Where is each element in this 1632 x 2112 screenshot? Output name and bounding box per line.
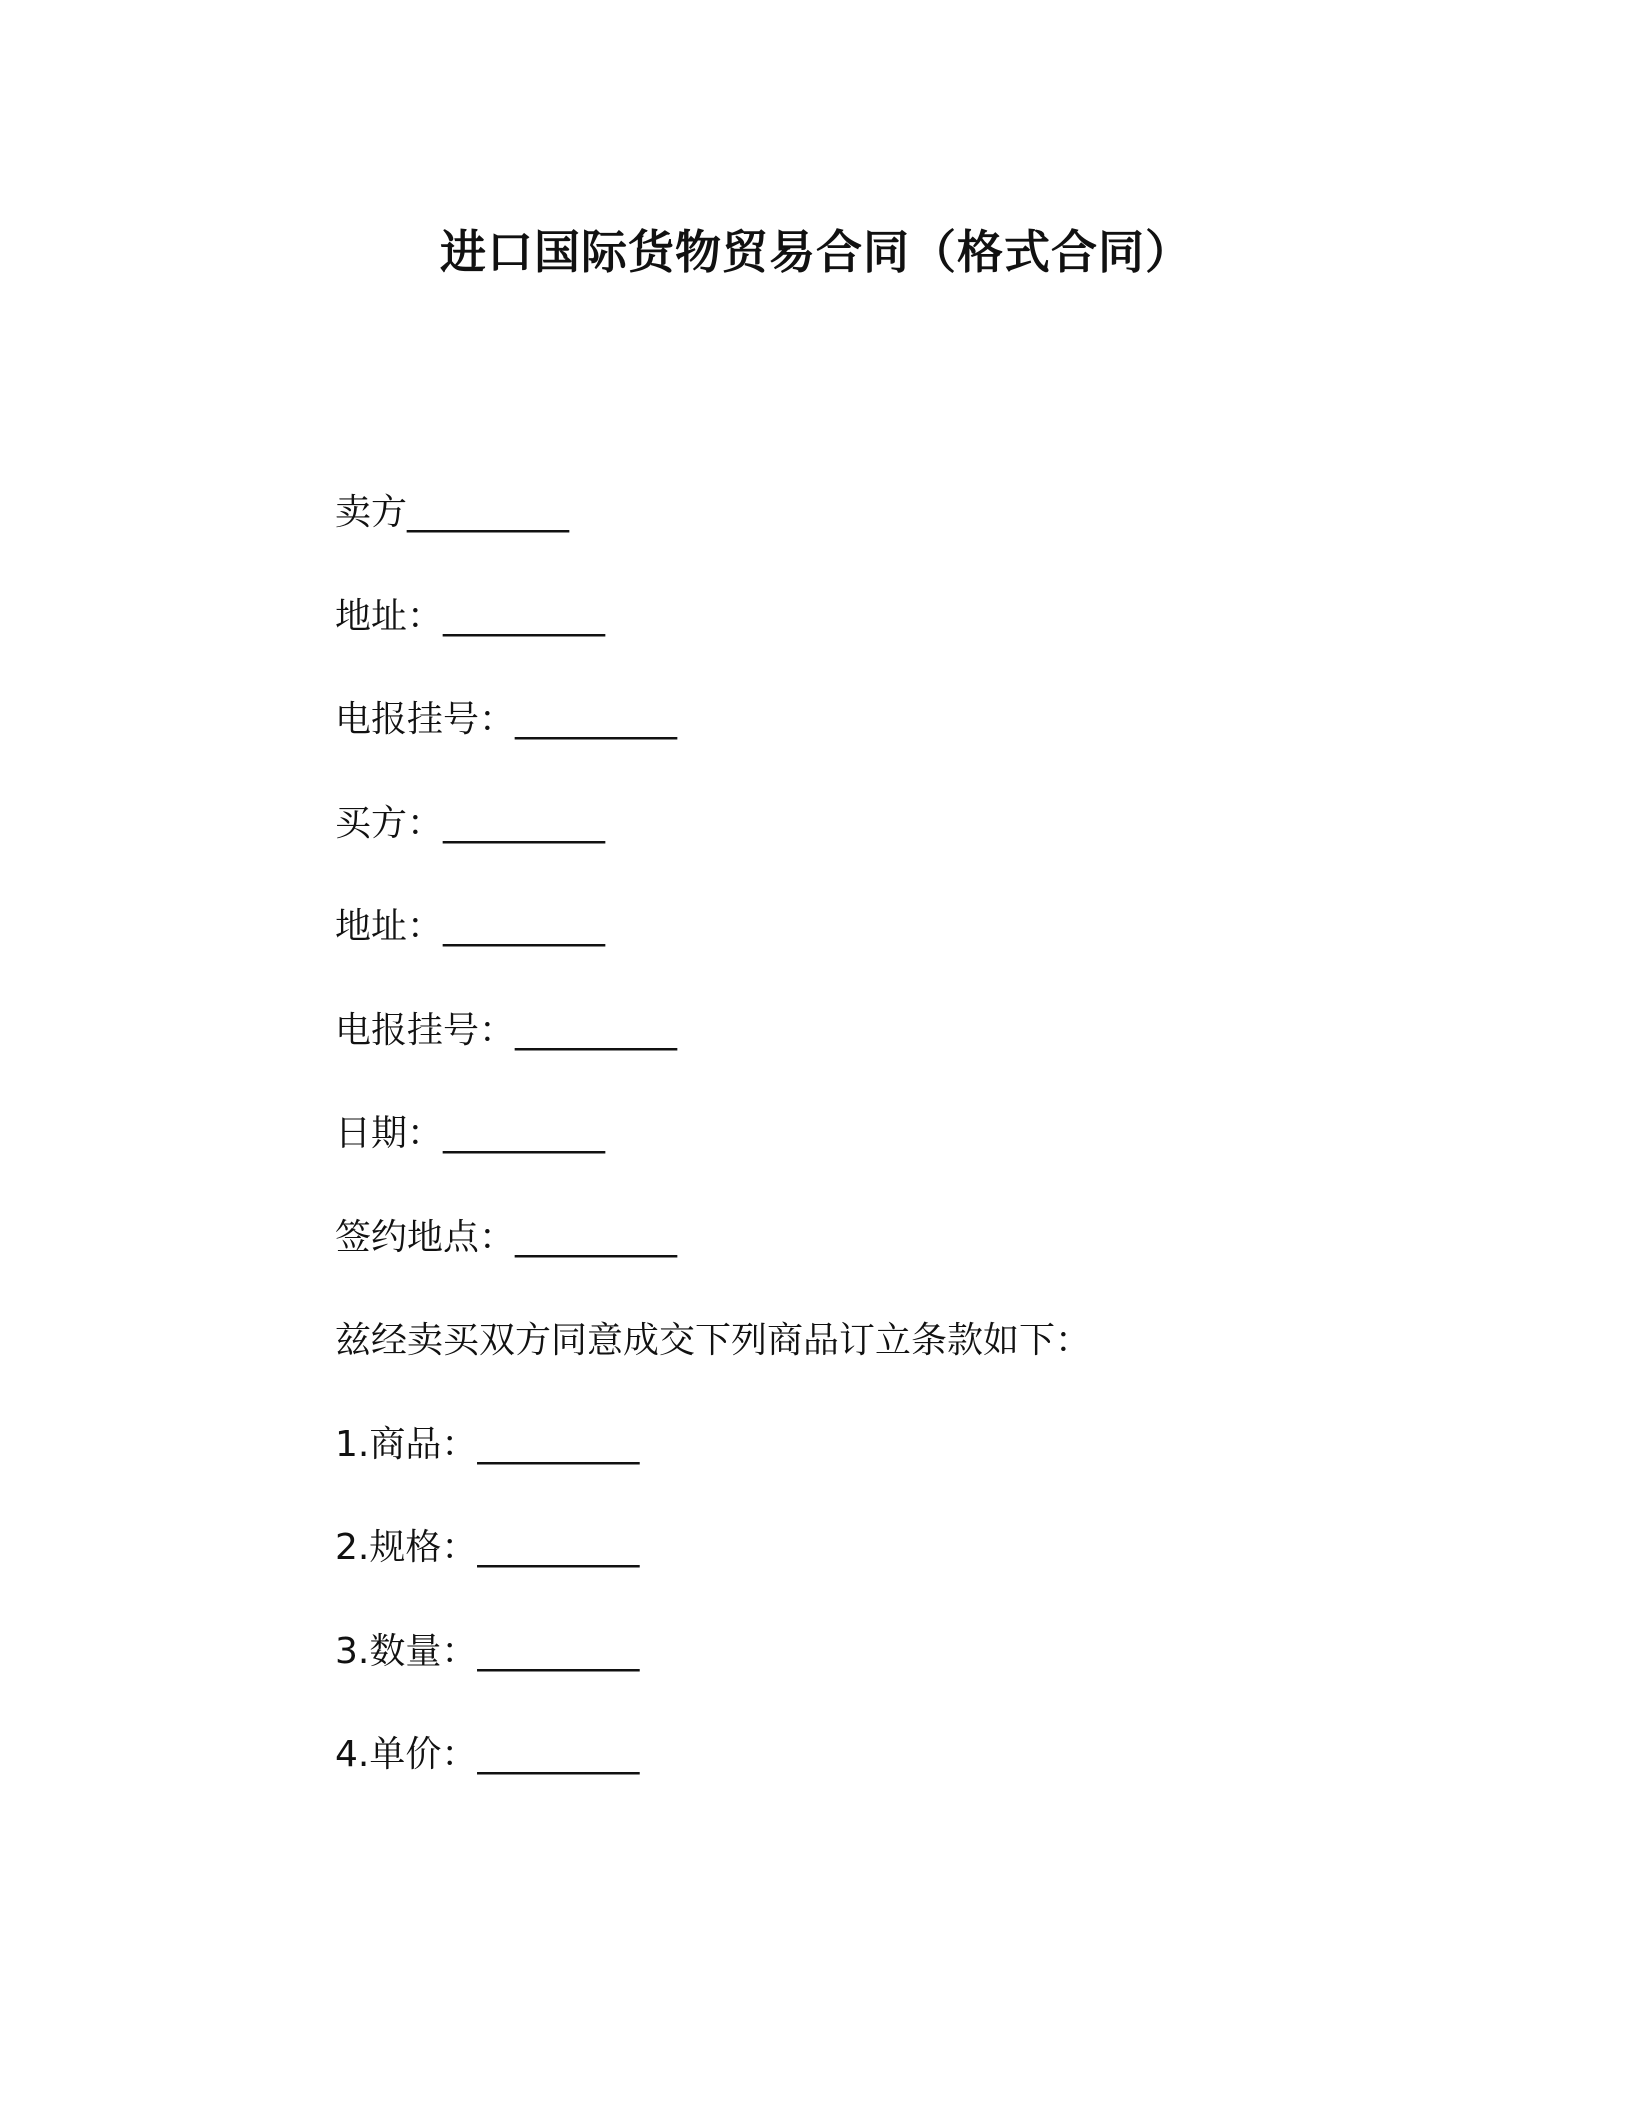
buyer-cable-line: 电报挂号：_________ — [335, 1009, 678, 1051]
clause-quantity: 3.数量：_________ — [335, 1630, 640, 1672]
clause-specification: 2.规格：_________ — [335, 1527, 640, 1568]
signing-place-line: 签约地点：_________ — [335, 1216, 678, 1258]
buyer-address-line: 地址：_________ — [335, 906, 606, 947]
seller-address-line: 地址：_________ — [335, 595, 606, 637]
seller-cable-line: 电报挂号：_________ — [335, 699, 678, 740]
agreement-paragraph: 兹经卖买双方同意成交下列商品订立条款如下： — [335, 1320, 1092, 1361]
buyer-line: 买方：_________ — [335, 802, 606, 844]
clause-unit-price: 4.单价：_________ — [335, 1734, 640, 1775]
date-line: 日期：_________ — [335, 1113, 606, 1154]
document-body — [335, 488, 1335, 1834]
clause-commodity: 1.商品：_________ — [335, 1423, 640, 1465]
document-title: 进口国际货物贸易合同（格式合同） — [440, 225, 1192, 279]
seller-line: 卖方_________ — [335, 492, 570, 533]
